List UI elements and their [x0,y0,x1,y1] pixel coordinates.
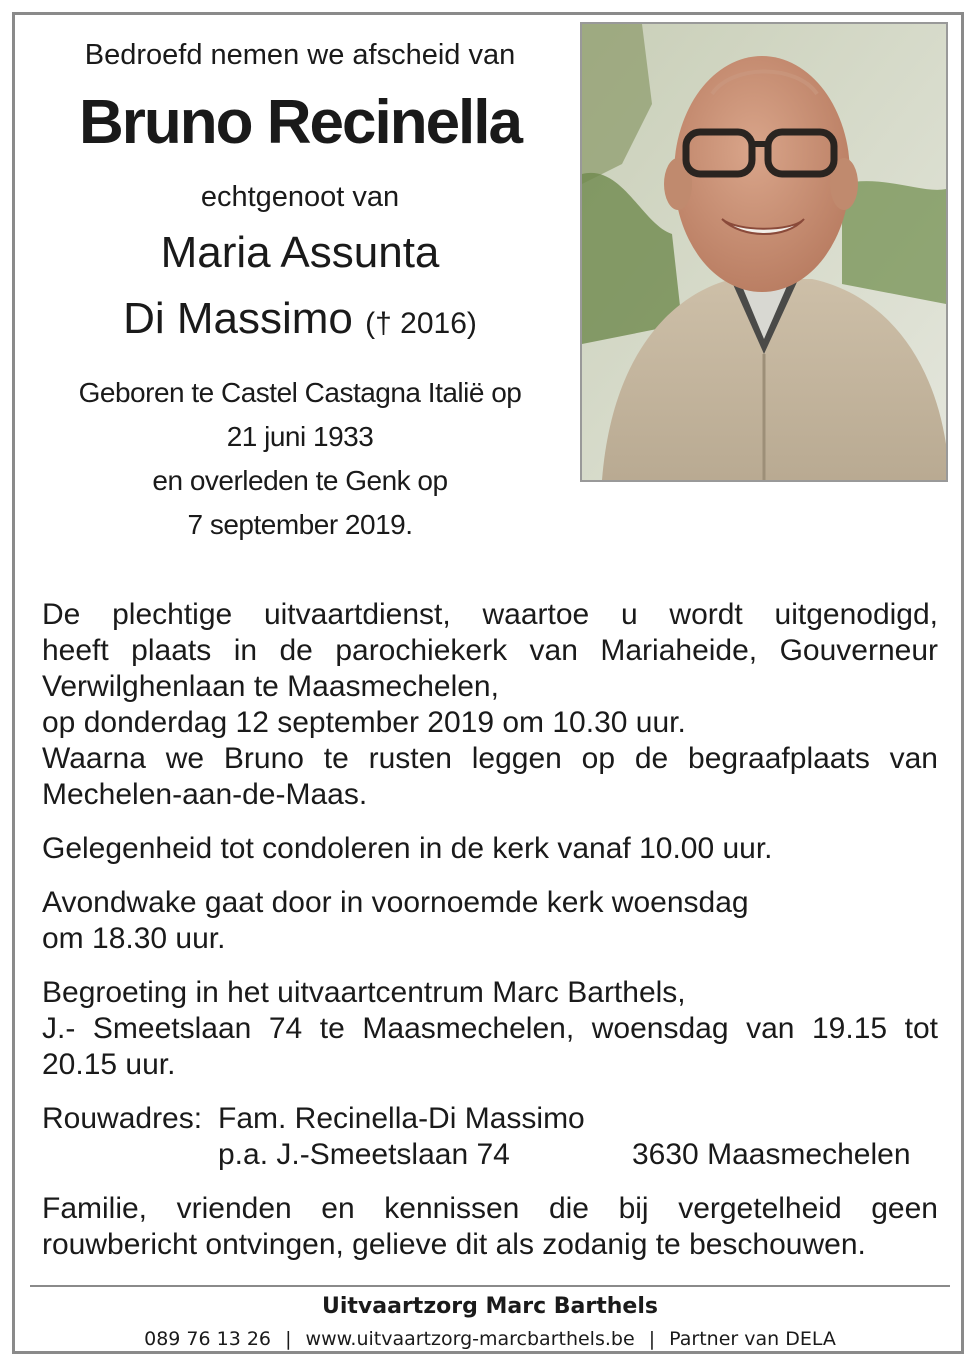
spouse-name-line1: Maria Assunta [160,228,440,277]
address-city: 3630 Maasmechelen [632,1138,911,1171]
service-line-2: heeft plaats in de parochiekerk van Mariaheide, Gouverneur [42,634,938,667]
greeting-paragraph [42,975,938,1083]
address-street: p.a. J.-Smeetslaan 74 [218,1138,510,1171]
spouse-label: echtgenoot van [200,181,400,213]
greeting-line-1: Begroeting in het uitvaartcentrum Marc Barthels, [42,976,686,1009]
service-paragraph [42,597,938,813]
address-spacer [42,1137,218,1173]
footer-contact-line [0,1328,980,1350]
burial-line-2: Mechelen-aan-de-Maas. [42,778,368,811]
footer-phone: 089 76 13 26 [144,1328,272,1350]
spouse-surname: Di Massimo [123,294,353,343]
condolences-paragraph: Gelegenheid tot condoleren in de kerk vanaf 10.00 uur. [42,832,773,865]
announcement-header [40,28,560,551]
spouse-death-note: († 2016) [365,307,477,340]
greeting-line-2: J.- Smeetslaan 74 te Maasmechelen, woensdag van 19.15 tot [42,1012,938,1045]
wake-line-2: om 18.30 uur. [42,922,226,955]
service-line-4: op donderdag 12 september 2019 om 10.30 uur. [42,706,686,739]
address-label: Rouwadres: [42,1102,203,1135]
address-row-1 [42,1101,938,1137]
greeting-line-3: 20.15 uur. [42,1048,176,1081]
address-family: Fam. Recinella-Di Massimo [218,1102,585,1135]
closing-paragraph [42,1191,938,1263]
death-place: en overleden te Genk op [152,465,448,496]
spouse-name-line2 [40,292,560,351]
portrait-photo [580,22,948,482]
funeral-company-name: Uitvaartzorg Marc Barthels [322,1294,658,1319]
closing-line-2: rouwbericht ontvingen, gelieve dit als zodanig te beschouwen. [42,1228,866,1261]
funeral-details [42,597,938,1281]
service-line-1: De plechtige uitvaartdienst, waartoe u wordt uitgenodigd, [42,598,938,631]
footer-separator-1: | [285,1328,292,1350]
footer-partner: Partner van DELA [669,1328,836,1350]
birth-death-info [40,375,560,543]
wake-paragraph [42,885,938,957]
deceased-name: Bruno Recinella [79,88,521,157]
service-line-3: Verwilghenlaan te Maasmechelen, [42,670,499,703]
address-row-2 [42,1137,938,1173]
intro-text: Bedroefd nemen we afscheid van [84,39,516,71]
birth-date: 21 juni 1933 [226,421,374,452]
burial-line-1: Waarna we Bruno te rusten leggen op de begraafplaats van [42,742,938,775]
closing-line-1: Familie, vrienden en kennissen die bij vergetelheid geen [42,1192,938,1225]
portrait-illustration [582,24,946,480]
death-date: 7 september 2019. [187,509,413,540]
footer-divider [30,1285,950,1287]
address-paragraph [42,1101,938,1173]
footer-separator-2: | [648,1328,656,1350]
footer-website: www.uitvaartzorg-marcbarthels.be [305,1328,635,1350]
birth-place: Geboren te Castel Castagna Italië op [78,377,522,408]
wake-line-1: Avondwake gaat door in voornoemde kerk woensdag [42,886,749,919]
